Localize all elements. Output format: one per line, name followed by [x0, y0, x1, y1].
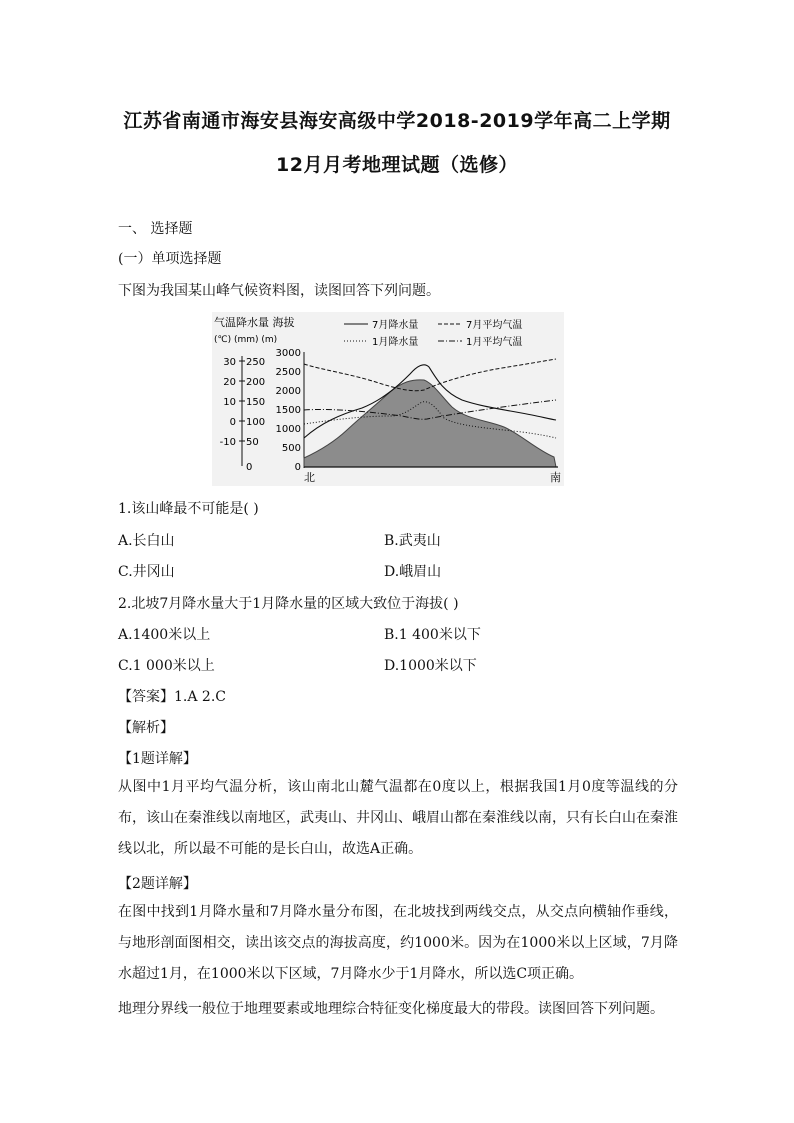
precip-tick: 250: [246, 357, 266, 368]
section-heading: 一、 选择题: [118, 221, 193, 237]
q2-option-b: B.1 400米以下: [384, 627, 481, 643]
legend-july-precip: 7月降水量: [372, 320, 419, 331]
chart-axis-units: (℃) (mm) (m): [214, 335, 278, 345]
elevation-tick: 1500: [275, 405, 301, 416]
legend-jan-precip: 1月降水量: [372, 337, 419, 348]
temp-tick: 0: [229, 417, 236, 428]
elevation-tick: 500: [281, 443, 301, 454]
subsection-heading: (一）单项选择题: [118, 251, 222, 267]
elevation-tick: 2500: [275, 367, 301, 378]
temp-tick: 30: [223, 357, 236, 368]
answer-line: 【答案】1.A 2.C: [118, 689, 226, 705]
north-label: 北: [304, 471, 315, 484]
detail-2-heading: 【2题详解】: [118, 876, 197, 892]
legend-july-temp: 7月平均气温: [466, 320, 523, 331]
q1-option-d: D.峨眉山: [384, 564, 442, 580]
question-2: 2.北坡7月降水量大于1月降水量的区域大致位于海拔( ): [118, 596, 459, 612]
question-intro: 下图为我国某山峰气候资料图，读图回答下列问题。: [118, 283, 440, 299]
precip-tick: 0: [246, 462, 253, 473]
elevation-tick: 1000: [275, 424, 301, 435]
q2-option-d: D.1000米以下: [384, 658, 477, 674]
document-title-line2: 12月月考地理试题（选修）: [276, 154, 518, 176]
detail-2-text: 在图中找到1月降水量和7月降水量分布图，在北坡找到两线交点，从交点向横轴作垂线，与地形剖面图相交，读出该交点的海拔高度，约1000米。因为在1000米以上区域，7月降水超过1月，在1000米以下区域，7月降水少于1月降水，所以选C项正确。: [118, 904, 678, 982]
precip-tick: 50: [246, 437, 259, 448]
detail-1-text: 从图中1月平均气温分析，该山南北山麓气温都在0度以上，根据我国1月0度等温线的分布，该山在秦淮线以南地区，武夷山、井冈山、峨眉山都在秦淮线以南，只有长白山在秦淮线以北，所以最不可能的是长白山，故选A正确。: [118, 779, 678, 857]
legend-jan-temp: 1月平均气温: [466, 337, 523, 348]
question-1: 1.该山峰最不可能是( ): [118, 501, 259, 517]
next-question-intro: 地理分界线一般位于地理要素或地理综合特征变化梯度最大的带段。读图回答下列问题。: [118, 1001, 664, 1017]
chart-axis-header: 气温降水量 海拔: [214, 316, 295, 329]
detail-1-heading: 【1题详解】: [118, 751, 197, 767]
precip-tick: 100: [246, 417, 266, 428]
q1-option-b: B.武夷山: [384, 533, 441, 549]
analysis-heading: 【解析】: [118, 720, 174, 736]
precip-tick: 150: [246, 397, 266, 408]
temp-tick: -10: [219, 437, 236, 448]
south-label: 南: [550, 471, 561, 484]
temp-tick: 10: [223, 397, 236, 408]
document-title-line1: 江苏省南通市海安县海安高级中学2018-2019学年高二上学期: [123, 110, 671, 132]
precip-tick: 200: [246, 377, 266, 388]
temp-tick: 20: [223, 377, 236, 388]
q1-option-c: C.井冈山: [118, 564, 175, 580]
q2-option-c: C.1 000米以上: [118, 658, 215, 674]
q1-option-a: A.长白山: [118, 533, 175, 549]
elevation-tick: 0: [294, 462, 301, 473]
elevation-tick: 2000: [275, 386, 301, 397]
climate-chart: [212, 312, 564, 486]
q2-option-a: A.1400米以上: [118, 627, 211, 643]
elevation-tick: 3000: [275, 348, 301, 359]
